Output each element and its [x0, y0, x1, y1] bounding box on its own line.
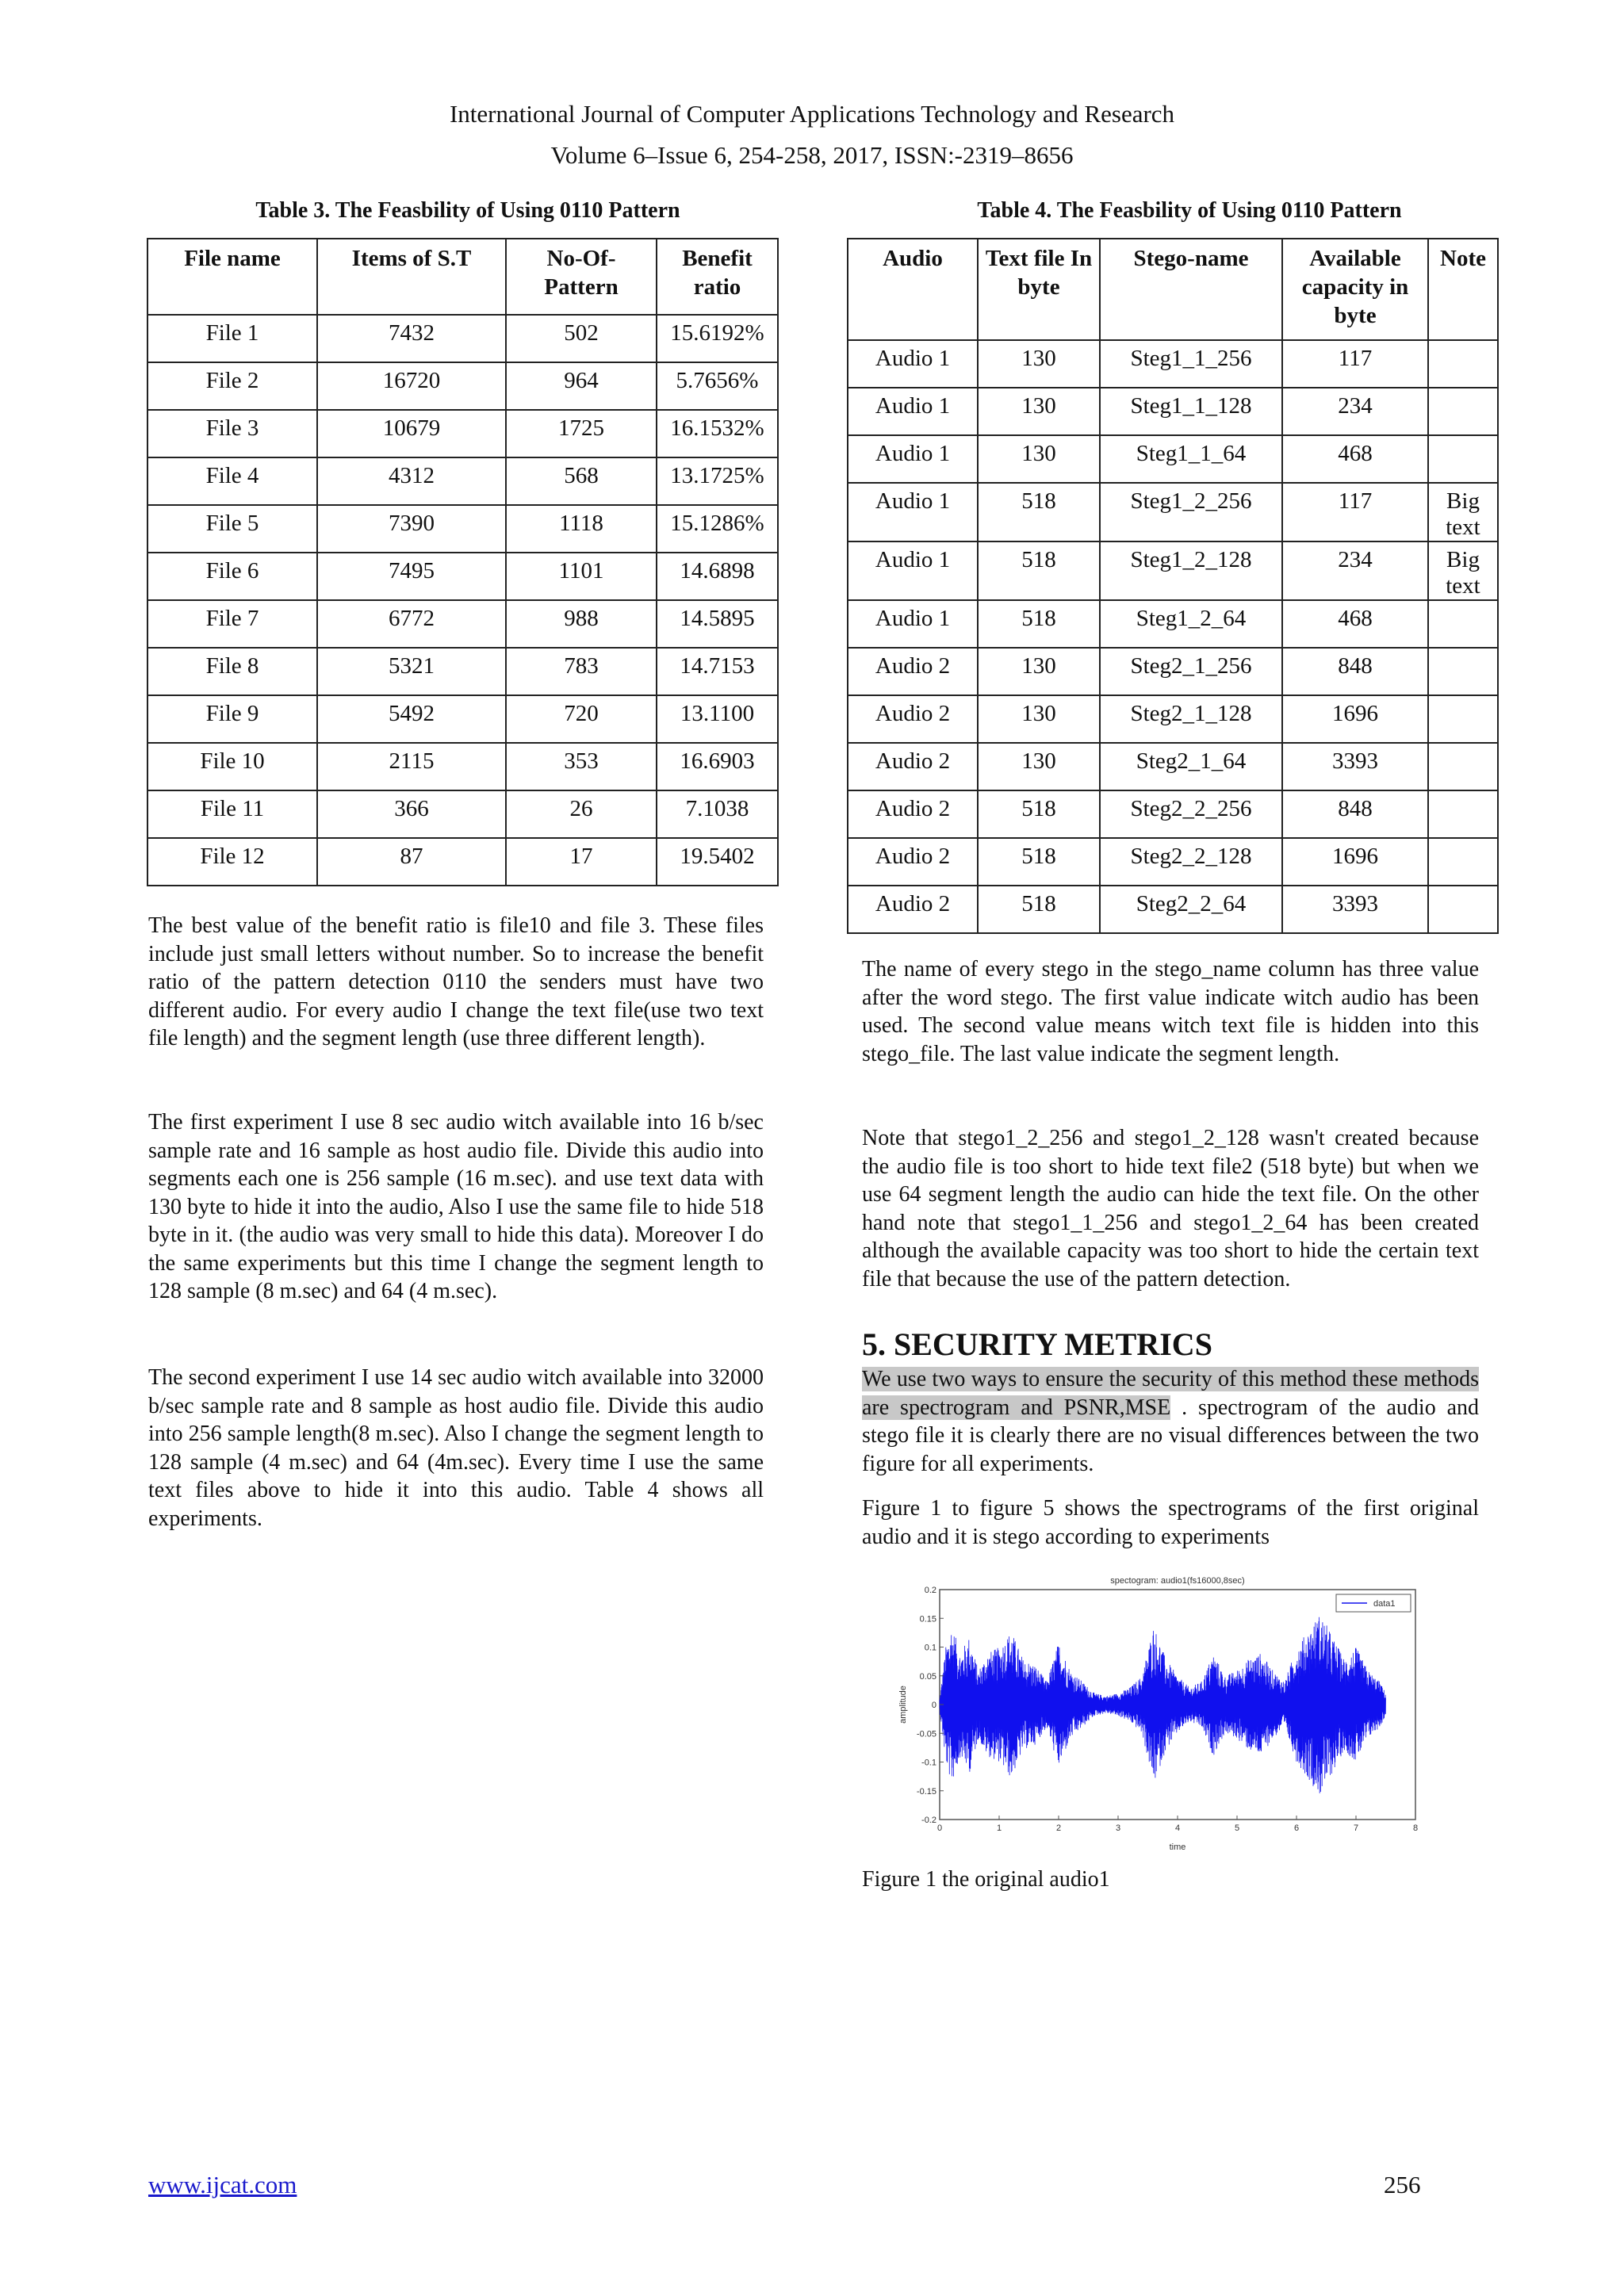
- table3-row-cell: 14.6898: [657, 553, 778, 600]
- table3-row-cell: 13.1100: [657, 695, 778, 743]
- table4-row: [848, 435, 1498, 483]
- table3-row: [147, 838, 778, 886]
- section-heading: 5. SECURITY METRICS: [862, 1326, 1212, 1362]
- y-tick-label: -0.05: [916, 1729, 936, 1739]
- body-paragraph: The name of every stego in the stego_name column has three value after the word stego. The first value indicate witch audio has been used. The second value means witch text file is hidden into this stego_file. The last value indicate the segment length.: [862, 957, 1479, 1066]
- table4-row-cell: Audio 1: [848, 340, 978, 388]
- table4-row-cell: Steg1_1_64: [1100, 435, 1282, 483]
- x-tick-label: 2: [1055, 1823, 1062, 1833]
- y-axis-label: amplitude: [898, 1686, 908, 1724]
- table4-row-cell: 518: [978, 541, 1100, 600]
- highlighted-text: We use two ways to ensure the security of this method these methods are spectrogram and PSNR,MSE: [862, 1367, 1479, 1420]
- x-axis-label: time: [1169, 1843, 1186, 1852]
- table3-row-cell: File 1: [147, 315, 317, 362]
- table3-row: [147, 600, 778, 648]
- table3-row-cell: 15.6192%: [657, 315, 778, 362]
- table4-row-cell: 518: [978, 790, 1100, 838]
- table4-row-cell: Steg1_2_64: [1100, 600, 1282, 648]
- table4-row-cell: Audio 1: [848, 483, 978, 541]
- body-paragraph: The best value of the benefit ratio is file10 and file 3. These files include just small letters without number. So to increase the benefit ratio of the pattern detection 0110 the senders must have two different audio. For every audio I change the text file(use two text file length) and the segment length (use three different length).: [148, 913, 764, 1050]
- table3-caption: Table 3. The Feasbility of Using 0110 Pattern: [255, 198, 680, 223]
- table4-row-cell: 130: [978, 695, 1100, 743]
- table3-header: Benefit ratio: [657, 239, 778, 315]
- table4-row: [848, 695, 1498, 743]
- table3: [147, 238, 779, 886]
- journal-title: International Journal of Computer Applications Technology and Research: [449, 100, 1175, 128]
- table3-row-cell: 6772: [317, 600, 506, 648]
- x-tick-label: 6: [1293, 1823, 1300, 1833]
- table3-row-cell: 15.1286%: [657, 505, 778, 553]
- table3-row-cell: 16.1532%: [657, 410, 778, 457]
- table3-row-cell: File 5: [147, 505, 317, 553]
- table3-body: [147, 315, 778, 886]
- table4-row-cell: [1428, 886, 1498, 933]
- table3-row-cell: 26: [506, 790, 657, 838]
- x-tick-label: 3: [1115, 1823, 1121, 1833]
- table4-row-cell: 518: [978, 600, 1100, 648]
- table4-row-cell: 518: [978, 483, 1100, 541]
- table4-row-cell: Steg1_1_128: [1100, 388, 1282, 435]
- table3-row: [147, 790, 778, 838]
- table4-body: [848, 340, 1498, 933]
- table3-row-cell: 568: [506, 457, 657, 505]
- table3-row-cell: 14.7153: [657, 648, 778, 695]
- table3-row-cell: 964: [506, 362, 657, 410]
- x-tick-label: 0: [936, 1823, 943, 1833]
- table3-row-cell: 988: [506, 600, 657, 648]
- table3-row: [147, 457, 778, 505]
- table3-row-cell: 1101: [506, 553, 657, 600]
- table4-row: [848, 483, 1498, 541]
- table3-row-cell: 17: [506, 838, 657, 886]
- table4-row-cell: [1428, 743, 1498, 790]
- page-number: 256: [1384, 2171, 1421, 2198]
- table4-row-cell: 117: [1282, 483, 1428, 541]
- table3-row-cell: 16720: [317, 362, 506, 410]
- table4-row-cell: Steg2_1_64: [1100, 743, 1282, 790]
- table4-row: [848, 648, 1498, 695]
- body-paragraph: Note that stego1_2_256 and stego1_2_128 wasn't created because the audio file is too short to hide text file2 (518 byte) but when we use 64 segment length the audio can hide the text file. On the other hand note that stego1_1_256 and stego1_2_64 has been created although the available capacity was too short to hide the certain text file that because the use of the pattern detection.: [862, 1126, 1479, 1292]
- table4-row-cell: 130: [978, 388, 1100, 435]
- table4-row-cell: 518: [978, 838, 1100, 886]
- table3-header: Items of S.T: [317, 239, 506, 315]
- table3-row-cell: 720: [506, 695, 657, 743]
- table3-row-cell: 87: [317, 838, 506, 886]
- figure1-chart: [888, 1566, 1443, 1859]
- table3-row-cell: File 8: [147, 648, 317, 695]
- table3-row-cell: File 2: [147, 362, 317, 410]
- table4-row-cell: [1428, 435, 1498, 483]
- table3-header: File name: [147, 239, 317, 315]
- table3-row-cell: File 3: [147, 410, 317, 457]
- table3-row-cell: 13.1725%: [657, 457, 778, 505]
- table3-row-cell: 7.1038: [657, 790, 778, 838]
- table4-header: Text file In byte: [978, 239, 1100, 340]
- x-tick-label: 4: [1174, 1823, 1181, 1833]
- body-paragraph: Figure 1 to figure 5 shows the spectrograms of the first original audio and it is stego according to experiments: [862, 1496, 1479, 1549]
- table4-row-cell: Audio 1: [848, 388, 978, 435]
- table4-row: [848, 886, 1498, 933]
- table4-row-cell: 468: [1282, 435, 1428, 483]
- table4-row-cell: 468: [1282, 600, 1428, 648]
- table3-row-cell: 7432: [317, 315, 506, 362]
- table4-row: [848, 388, 1498, 435]
- table4-row-cell: 130: [978, 743, 1100, 790]
- table4-row-cell: Steg1_2_256: [1100, 483, 1282, 541]
- table4-row-cell: Steg2_2_256: [1100, 790, 1282, 838]
- table3-row-cell: 16.6903: [657, 743, 778, 790]
- paragraph-text: . spectrogram of the audio and stego file it is clearly there are no visual differences between the two figure for all experiments.: [862, 1395, 1479, 1476]
- table3-row: [147, 695, 778, 743]
- table3-row: [147, 505, 778, 553]
- table4-row-cell: 234: [1282, 541, 1428, 600]
- table4-row-cell: [1428, 838, 1498, 886]
- table3-row-cell: File 6: [147, 553, 317, 600]
- table4-header: Available capacity in byte: [1282, 239, 1428, 340]
- chart-title: spectogram: audio1(fs16000,8sec): [1110, 1576, 1245, 1586]
- table3-row-cell: File 10: [147, 743, 317, 790]
- table3-row-cell: File 4: [147, 457, 317, 505]
- table4-row-cell: Steg2_2_128: [1100, 838, 1282, 886]
- table4-row-cell: 130: [978, 648, 1100, 695]
- table4-header-row: [848, 239, 1498, 340]
- table3-row-cell: 353: [506, 743, 657, 790]
- table3-row: [147, 553, 778, 600]
- table3-row-cell: File 9: [147, 695, 317, 743]
- table4-row: [848, 541, 1498, 600]
- body-paragraph: The second experiment I use 14 sec audio witch available into 32000 b/sec sample rate and 8 sample as host audio file. Divide this audio into 256 sample length(8 m.sec). Also I change the segment length to 128 sample (4 m.sec) and 64 (4m.sec). Every time I use the same text files above to hide it into this audio. Table 4 shows all experiments.: [148, 1365, 764, 1531]
- table3-row: [147, 743, 778, 790]
- x-tick-label: 5: [1234, 1823, 1240, 1833]
- table4-row-cell: 848: [1282, 648, 1428, 695]
- table3-row-cell: 4312: [317, 457, 506, 505]
- y-tick-label: -0.15: [916, 1786, 936, 1797]
- table4-row-cell: Audio 2: [848, 886, 978, 933]
- table4-row-cell: Steg2_2_64: [1100, 886, 1282, 933]
- table4-row-cell: Audio 1: [848, 600, 978, 648]
- table4-row-cell: [1428, 340, 1498, 388]
- x-tick-label: 1: [996, 1823, 1002, 1833]
- table4-row-cell: 3393: [1282, 886, 1428, 933]
- table4: [847, 238, 1499, 934]
- table4-row-cell: 848: [1282, 790, 1428, 838]
- table3-row-cell: File 7: [147, 600, 317, 648]
- table3-row-cell: 14.5895: [657, 600, 778, 648]
- table3-row: [147, 362, 778, 410]
- table4-caption: Table 4. The Feasbility of Using 0110 Pattern: [977, 198, 1402, 223]
- table3-row-cell: 19.5402: [657, 838, 778, 886]
- table4-row-cell: Big text: [1428, 541, 1498, 600]
- table4-row-cell: Audio 2: [848, 695, 978, 743]
- table3-row-cell: 366: [317, 790, 506, 838]
- body-paragraph: The first experiment I use 8 sec audio witch available into 16 b/sec sample rate and 16 sample as host audio file. Divide this audio into segments each one is 256 sample (16 m.sec). and use text data with 130 byte to hide it into the audio, Also I use the same file to hide 518 byte in it. (the audio was very small to hide this data). Moreover I do the same experiments but this time I change the segment length to 128 sample (8 m.sec) and 64 (4 m.sec).: [148, 1110, 764, 1303]
- table4-row: [848, 743, 1498, 790]
- table4-row: [848, 838, 1498, 886]
- table3-row-cell: File 12: [147, 838, 317, 886]
- table4-row-cell: 130: [978, 340, 1100, 388]
- table4-row-cell: [1428, 600, 1498, 648]
- table3-row-cell: 783: [506, 648, 657, 695]
- table3-row-cell: 5.7656%: [657, 362, 778, 410]
- table4-row-cell: 1696: [1282, 695, 1428, 743]
- table4-row-cell: [1428, 790, 1498, 838]
- table3-row-cell: 5321: [317, 648, 506, 695]
- y-tick-label: -0.1: [921, 1758, 936, 1768]
- table4-row-cell: 3393: [1282, 743, 1428, 790]
- table3-row-cell: 7495: [317, 553, 506, 600]
- table3-row-cell: File 11: [147, 790, 317, 838]
- volume-info: Volume 6–Issue 6, 254-258, 2017, ISSN:-2319–8656: [550, 141, 1074, 169]
- table3-row-cell: 2115: [317, 743, 506, 790]
- table3-row-cell: 1118: [506, 505, 657, 553]
- table4-row-cell: Steg2_1_256: [1100, 648, 1282, 695]
- legend: [1336, 1594, 1411, 1612]
- x-tick-label: 8: [1412, 1823, 1419, 1833]
- table3-row: [147, 410, 778, 457]
- y-tick-label: -0.2: [921, 1816, 936, 1825]
- x-tick-label: 7: [1353, 1823, 1359, 1833]
- y-tick-label: 0.2: [924, 1586, 936, 1595]
- table4-row-cell: Steg1_1_256: [1100, 340, 1282, 388]
- table4-row-cell: Steg1_2_128: [1100, 541, 1282, 600]
- table3-row-cell: 7390: [317, 505, 506, 553]
- table4-row-cell: Audio 2: [848, 743, 978, 790]
- table4-row-cell: 1696: [1282, 838, 1428, 886]
- y-tick-label: 0.05: [919, 1671, 936, 1682]
- table4-header: Note: [1428, 239, 1498, 340]
- table3-row-cell: 10679: [317, 410, 506, 457]
- table4-header: Stego-name: [1100, 239, 1282, 340]
- table4-row-cell: [1428, 388, 1498, 435]
- table4-row-cell: Audio 1: [848, 435, 978, 483]
- table3-row-cell: 502: [506, 315, 657, 362]
- table4-row-cell: 130: [978, 435, 1100, 483]
- table4-row-cell: Audio 2: [848, 838, 978, 886]
- table4-row: [848, 600, 1498, 648]
- table4-row: [848, 340, 1498, 388]
- table4-row-cell: [1428, 648, 1498, 695]
- table4-row-cell: [1428, 695, 1498, 743]
- table3-row-cell: 5492: [317, 695, 506, 743]
- table3-row: [147, 648, 778, 695]
- table4-row-cell: 518: [978, 886, 1100, 933]
- y-tick-label: 0.1: [924, 1643, 936, 1653]
- table4-row-cell: Audio 2: [848, 648, 978, 695]
- table4-row-cell: Audio 2: [848, 790, 978, 838]
- legend-label: data1: [1373, 1599, 1396, 1609]
- y-tick-label: 0: [931, 1701, 936, 1710]
- table4-row-cell: Big text: [1428, 483, 1498, 541]
- table3-row-cell: 1725: [506, 410, 657, 457]
- table4-row-cell: Steg2_1_128: [1100, 695, 1282, 743]
- table4-row: [848, 790, 1498, 838]
- table3-header: No-Of-Pattern: [506, 239, 657, 315]
- y-tick-label: 0.15: [919, 1614, 936, 1624]
- table4-row-cell: Audio 1: [848, 541, 978, 600]
- table4-row-cell: 234: [1282, 388, 1428, 435]
- table3-row: [147, 315, 778, 362]
- table4-header: Audio: [848, 239, 978, 340]
- table4-row-cell: 117: [1282, 340, 1428, 388]
- table3-header-row: [147, 239, 778, 315]
- body-paragraph: [862, 1365, 1479, 1478]
- footer-website-link[interactable]: www.ijcat.com: [148, 2171, 297, 2198]
- figure-caption: Figure 1 the original audio1: [862, 1867, 1110, 1892]
